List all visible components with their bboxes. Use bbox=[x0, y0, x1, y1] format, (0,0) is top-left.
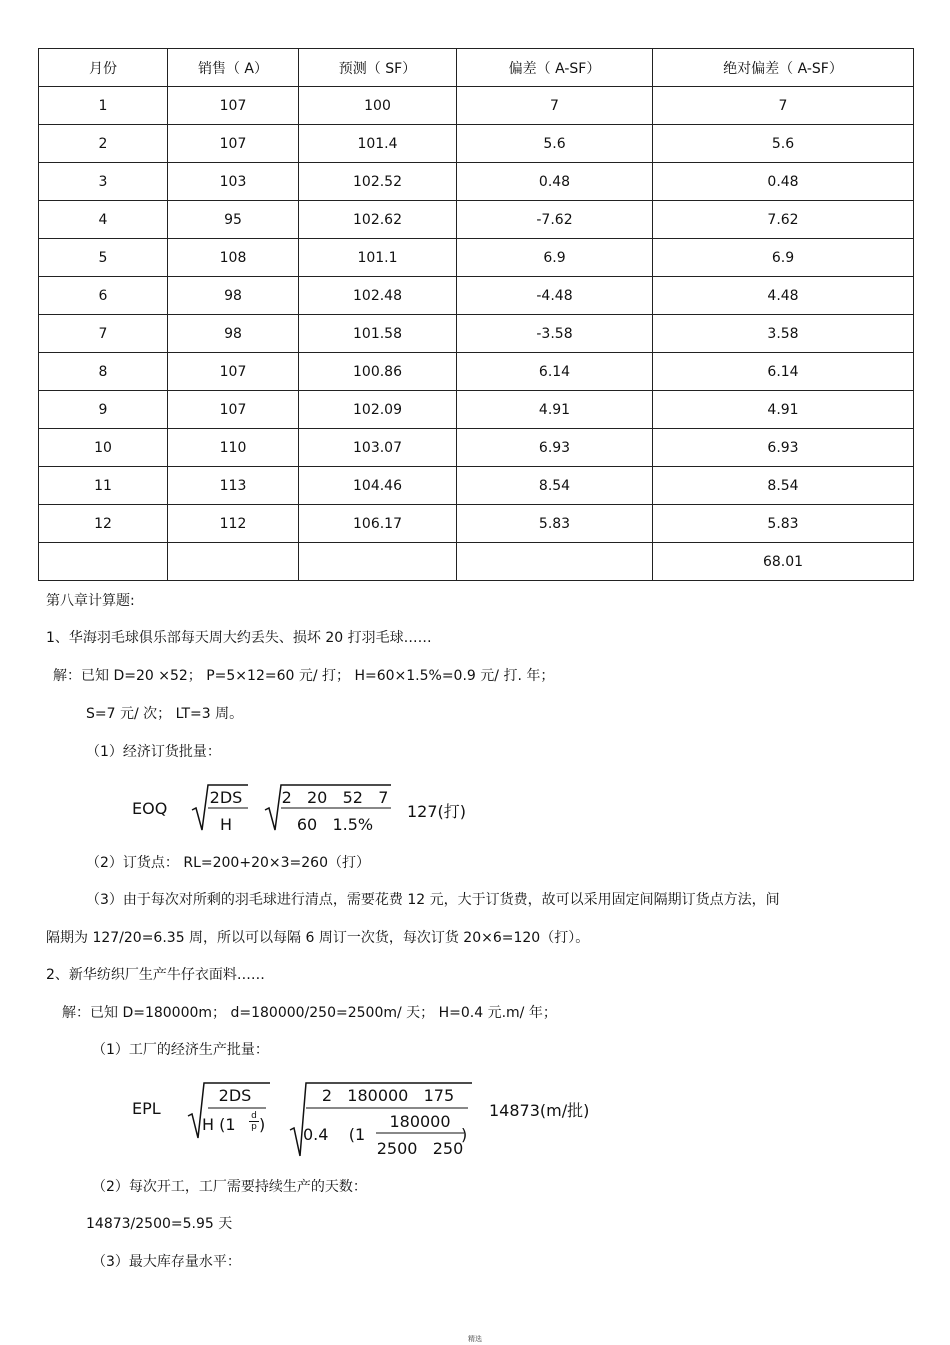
table-cell: 112 bbox=[168, 505, 299, 543]
eoq-f2-den: 60 1.5% bbox=[296, 815, 374, 834]
q1-step3-line1: （3）由于每次对所剩的羽毛球进行清点，需要花费 12 元，大于订货费，故可以采用固定间隔期订货点方法，间 bbox=[86, 892, 780, 908]
table-cell bbox=[299, 543, 457, 581]
epl-ratio bbox=[249, 1111, 259, 1132]
q2-step1: （1）工厂的经济生产批量： bbox=[92, 1042, 269, 1058]
table-cell: -3.58 bbox=[457, 315, 653, 353]
table-cell: 0.48 bbox=[653, 163, 914, 201]
eoq-result: 127(打) bbox=[407, 802, 467, 821]
table-cell: 113 bbox=[168, 467, 299, 505]
table-cell: 9 bbox=[39, 391, 168, 429]
eoq-lhs: EOQ bbox=[132, 799, 168, 818]
table-cell: 8.54 bbox=[653, 467, 914, 505]
epl-inner-num: 180000 bbox=[389, 1112, 451, 1131]
table-cell: 8.54 bbox=[457, 467, 653, 505]
table-cell: 102.09 bbox=[299, 391, 457, 429]
header-abs-deviation: 绝对偏差（ A-SF） bbox=[653, 49, 914, 87]
table-cell: 6.9 bbox=[457, 239, 653, 277]
table-cell: 107 bbox=[168, 125, 299, 163]
q1-step1: （1）经济订货批量： bbox=[86, 744, 221, 760]
table-row bbox=[39, 277, 914, 315]
table-cell bbox=[457, 543, 653, 581]
q2-step3: （3）最大库存量水平： bbox=[92, 1254, 241, 1270]
table-row bbox=[39, 429, 914, 467]
table-cell: 6 bbox=[39, 277, 168, 315]
q1-given-2: S=7 元/ 次； LT=3 周。 bbox=[86, 706, 244, 722]
q1-step3-line2: 隔期为 127/20=6.35 周，所以可以每隔 6 周订一次货，每次订货 20×6=120（打）。 bbox=[46, 930, 590, 946]
table-row bbox=[39, 315, 914, 353]
table-cell: -7.62 bbox=[457, 201, 653, 239]
table-row bbox=[39, 87, 914, 125]
table-cell: 107 bbox=[168, 87, 299, 125]
table-cell: 102.62 bbox=[299, 201, 457, 239]
table-cell: 107 bbox=[168, 391, 299, 429]
table-cell: 6.14 bbox=[457, 353, 653, 391]
table-cell: 68.01 bbox=[653, 543, 914, 581]
table-cell: 5.6 bbox=[653, 125, 914, 163]
table-cell: 7.62 bbox=[653, 201, 914, 239]
chapter8-title: 第八章计算题: bbox=[46, 593, 135, 609]
table-cell: 102.52 bbox=[299, 163, 457, 201]
epl-f2-num: 2 180000 175 bbox=[321, 1086, 455, 1105]
table-cell: 6.9 bbox=[653, 239, 914, 277]
table-cell: 101.1 bbox=[299, 239, 457, 277]
table-cell: 98 bbox=[168, 277, 299, 315]
table-row bbox=[39, 163, 914, 201]
table-cell: 3 bbox=[39, 163, 168, 201]
table-cell: 6.14 bbox=[653, 353, 914, 391]
header-sales: 销售（ A） bbox=[168, 49, 299, 87]
table-cell: 4.91 bbox=[457, 391, 653, 429]
table-cell: 6.93 bbox=[653, 429, 914, 467]
eoq-f1-den: H bbox=[219, 815, 233, 834]
table-cell: 103.07 bbox=[299, 429, 457, 467]
q2-title: 2、新华纺织厂生产牛仔衣面料…… bbox=[46, 967, 265, 983]
table-cell: 1 bbox=[39, 87, 168, 125]
epl-f1-num: 2DS bbox=[218, 1086, 252, 1105]
page-footer: 精选 bbox=[468, 1335, 482, 1343]
table-cell: 108 bbox=[168, 239, 299, 277]
epl-inner-den: 2500 250 bbox=[376, 1139, 464, 1158]
table-cell: 4 bbox=[39, 201, 168, 239]
table-row bbox=[39, 125, 914, 163]
table-cell: 5.6 bbox=[457, 125, 653, 163]
table-row bbox=[39, 391, 914, 429]
epl-ratio-p: p bbox=[249, 1121, 259, 1132]
table-cell: 106.17 bbox=[299, 505, 457, 543]
table-cell: 101.58 bbox=[299, 315, 457, 353]
table-cell: 6.93 bbox=[457, 429, 653, 467]
table-cell: 101.4 bbox=[299, 125, 457, 163]
table-cell: 5.83 bbox=[457, 505, 653, 543]
epl-lhs: EPL bbox=[132, 1099, 161, 1118]
table-row bbox=[39, 543, 914, 581]
table-cell: 2 bbox=[39, 125, 168, 163]
table-cell bbox=[168, 543, 299, 581]
table-cell: 4.48 bbox=[653, 277, 914, 315]
eoq-f2-num: 2 20 52 7 bbox=[281, 788, 389, 807]
eoq-f1-num: 2DS bbox=[209, 788, 243, 807]
table-cell: 7 bbox=[39, 315, 168, 353]
epl-f2-den: 0.4 (1 bbox=[303, 1125, 366, 1144]
q1-given: 解：已知 D=20 ×52； P=5×12=60 元/ 打； H=60×1.5%=0.9 元/ 打. 年； bbox=[53, 668, 555, 684]
header-month: 月份 bbox=[39, 49, 168, 87]
table-cell: 103 bbox=[168, 163, 299, 201]
table-cell: 11 bbox=[39, 467, 168, 505]
table-header-row bbox=[39, 49, 914, 87]
epl-f1-den: H (1 bbox=[202, 1115, 236, 1134]
table-cell: 100.86 bbox=[299, 353, 457, 391]
table-row bbox=[39, 467, 914, 505]
epl-f1-close: ) bbox=[259, 1115, 266, 1134]
header-forecast: 预测（ SF） bbox=[299, 49, 457, 87]
table-cell: 98 bbox=[168, 315, 299, 353]
table-cell: 7 bbox=[457, 87, 653, 125]
table-cell: 100 bbox=[299, 87, 457, 125]
table-cell: 104.46 bbox=[299, 467, 457, 505]
q1-title: 1、华海羽毛球俱乐部每天周大约丢失、损坏 20 打羽毛球…… bbox=[46, 630, 432, 646]
table-cell: 12 bbox=[39, 505, 168, 543]
epl-result: 14873(m/批) bbox=[489, 1101, 590, 1120]
table-cell: -4.48 bbox=[457, 277, 653, 315]
header-deviation: 偏差（ A-SF） bbox=[457, 49, 653, 87]
q2-given: 解：已知 D=180000m； d=180000/250=2500m/ 天； H=0.4 元.m/ 年； bbox=[62, 1005, 557, 1021]
table-cell: 107 bbox=[168, 353, 299, 391]
table-row bbox=[39, 353, 914, 391]
q2-step2: （2）每次开工，工厂需要持续生产的天数： bbox=[92, 1179, 367, 1195]
table-cell: 7 bbox=[653, 87, 914, 125]
q1-step2: （2）订货点： RL=200+20×3=260（打） bbox=[86, 855, 370, 871]
table-cell: 3.58 bbox=[653, 315, 914, 353]
table-cell bbox=[39, 543, 168, 581]
forecast-table bbox=[38, 48, 914, 581]
table-row bbox=[39, 505, 914, 543]
table-cell: 102.48 bbox=[299, 277, 457, 315]
table-cell: 110 bbox=[168, 429, 299, 467]
table-row bbox=[39, 239, 914, 277]
table-cell: 0.48 bbox=[457, 163, 653, 201]
table-row bbox=[39, 201, 914, 239]
epl-ratio-d: d bbox=[251, 1111, 257, 1121]
table-cell: 10 bbox=[39, 429, 168, 467]
epl-f2-close: ) bbox=[461, 1125, 468, 1144]
table-cell: 8 bbox=[39, 353, 168, 391]
table-cell: 4.91 bbox=[653, 391, 914, 429]
table-cell: 5.83 bbox=[653, 505, 914, 543]
q2-step2-value: 14873/2500=5.95 天 bbox=[86, 1216, 233, 1232]
table-cell: 5 bbox=[39, 239, 168, 277]
table-cell: 95 bbox=[168, 201, 299, 239]
